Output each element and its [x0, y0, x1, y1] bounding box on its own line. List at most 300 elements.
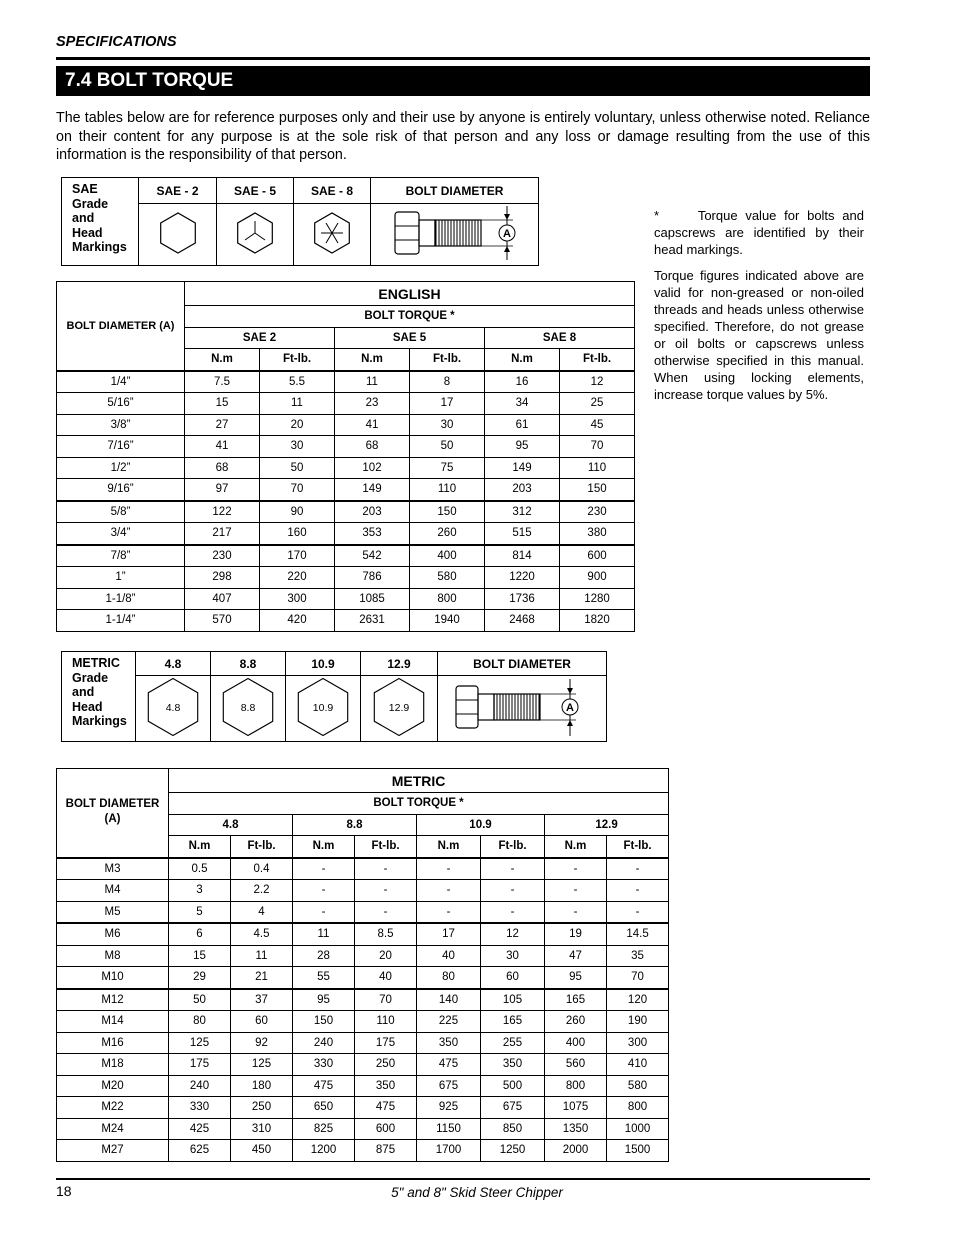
sae-legend-line: SAE [72, 182, 98, 196]
torque-value-cell: 217 [185, 523, 260, 545]
torque-value-cell: 814 [485, 545, 560, 567]
torque-value-cell: 300 [260, 588, 335, 610]
torque-value-cell: 1085 [335, 588, 410, 610]
torque-value-cell: 25 [560, 393, 635, 415]
metric-8-8-head-icon [211, 676, 286, 742]
unit-header: Ft-lb. [410, 349, 485, 371]
torque-value-cell: 298 [185, 567, 260, 589]
unit-header: N.m [185, 349, 260, 371]
torque-value-cell: 2631 [335, 610, 410, 632]
torque-value-cell: - [417, 858, 481, 880]
table-row [57, 967, 669, 989]
english-system-header: ENGLISH [185, 282, 635, 306]
grade-header: 4.8 [169, 814, 293, 836]
torque-value-cell: 1940 [410, 610, 485, 632]
head-mark-text: 4.8 [165, 702, 181, 714]
torque-value-cell: - [293, 858, 355, 880]
torque-value-cell: 1350 [545, 1118, 607, 1140]
torque-value-cell: 1000 [607, 1118, 669, 1140]
bolt-size-cell: 3/8” [57, 414, 185, 436]
torque-value-cell: 350 [481, 1054, 545, 1076]
torque-value-cell: 29 [169, 967, 231, 989]
star-note-mark: * [654, 208, 660, 223]
metric-torque-table [56, 768, 669, 1162]
bolt-size-cell: M6 [57, 923, 169, 945]
star-note-text: Torque value for bolts and capscrews are identified by their head markings. [654, 208, 864, 257]
torque-value-cell: 149 [335, 479, 410, 501]
torque-value-cell: 15 [169, 945, 231, 967]
torque-value-cell: 122 [185, 501, 260, 523]
torque-value-cell: 70 [260, 479, 335, 501]
bolt-size-cell: 7/16” [57, 436, 185, 458]
table-row [57, 393, 635, 415]
sae-legend-line: Markings [72, 240, 127, 254]
grade-header: SAE 2 [185, 327, 335, 349]
bolt-diameter-label: BOLT DIAMETER [371, 178, 539, 204]
torque-value-cell: 105 [481, 989, 545, 1011]
table-row [57, 989, 669, 1011]
torque-note: Torque figures indicated above are valid for non-greased or non-oiled threads and heads unless otherwise specified. Therefore, do not grease or oil bolts or capscrews unless otherwise specified in this manual. When using locking elements, increase torque values by 5%. [654, 268, 864, 402]
torque-value-cell: 400 [545, 1032, 607, 1054]
table-row [57, 436, 635, 458]
torque-value-cell: 11 [335, 371, 410, 393]
unit-header: N.m [545, 836, 607, 858]
metric-legend-line: Markings [72, 714, 127, 728]
table-row [57, 923, 669, 945]
torque-value-cell: 1500 [607, 1140, 669, 1162]
torque-value-cell: 17 [417, 923, 481, 945]
metric-grade-label: 4.8 [136, 652, 211, 676]
intro-paragraph: The tables below are for reference purposes only and their use by anyone is entirely voluntary, unless otherwise noted. Reliance on their content for any purpose is at the sole risk of that person and any loss or damage resulting from the use of this information is the responsibility of that person. [56, 110, 870, 163]
torque-value-cell: 2468 [485, 610, 560, 632]
torque-value-cell: 5 [169, 901, 231, 923]
torque-value-cell: 875 [355, 1140, 417, 1162]
torque-value-cell: 230 [185, 545, 260, 567]
table-row [57, 523, 635, 545]
table-row [57, 1075, 669, 1097]
torque-value-cell: 165 [545, 989, 607, 1011]
grade-header: SAE 5 [335, 327, 485, 349]
torque-value-cell: 97 [185, 479, 260, 501]
torque-value-cell: 60 [231, 1011, 293, 1033]
torque-value-cell: 61 [485, 414, 560, 436]
metric-4-8-head-icon [136, 676, 211, 742]
bolt-size-cell: 3/4” [57, 523, 185, 545]
table-row [57, 610, 635, 632]
torque-value-cell: 330 [293, 1054, 355, 1076]
torque-value-cell: 50 [169, 989, 231, 1011]
table-row [57, 414, 635, 436]
bolt-size-cell: 5/8” [57, 501, 185, 523]
torque-value-cell: 825 [293, 1118, 355, 1140]
bolt-size-cell: M20 [57, 1075, 169, 1097]
torque-value-cell: 70 [355, 989, 417, 1011]
torque-value-cell: - [545, 901, 607, 923]
torque-value-cell: 95 [485, 436, 560, 458]
grade-header: SAE 8 [485, 327, 635, 349]
table-row [57, 371, 635, 393]
torque-value-cell: 165 [481, 1011, 545, 1033]
torque-value-cell: - [607, 901, 669, 923]
torque-value-cell: 190 [607, 1011, 669, 1033]
torque-value-cell: - [355, 858, 417, 880]
torque-value-cell: 1150 [417, 1118, 481, 1140]
torque-value-cell: - [417, 880, 481, 902]
torque-value-cell: 23 [335, 393, 410, 415]
table-row [57, 1118, 669, 1140]
torque-value-cell: 30 [410, 414, 485, 436]
torque-value-cell: 300 [607, 1032, 669, 1054]
torque-value-cell: 7.5 [185, 371, 260, 393]
torque-value-cell: 0.4 [231, 858, 293, 880]
footer-rule [56, 1178, 870, 1180]
torque-value-cell: 450 [231, 1140, 293, 1162]
torque-value-cell: 68 [185, 457, 260, 479]
sae5-head-icon [217, 204, 294, 266]
torque-value-cell: 600 [355, 1118, 417, 1140]
torque-value-cell: 75 [410, 457, 485, 479]
torque-value-cell: 50 [410, 436, 485, 458]
torque-value-cell: 800 [545, 1075, 607, 1097]
torque-value-cell: 16 [485, 371, 560, 393]
torque-value-cell: 625 [169, 1140, 231, 1162]
torque-value-cell: 675 [481, 1097, 545, 1119]
torque-value-cell: 140 [417, 989, 481, 1011]
torque-value-cell: 20 [260, 414, 335, 436]
bolt-size-cell: M10 [57, 967, 169, 989]
torque-value-cell: 70 [607, 967, 669, 989]
bolt-size-cell: 1-1/8” [57, 588, 185, 610]
torque-value-cell: - [293, 901, 355, 923]
torque-value-cell: 50 [260, 457, 335, 479]
unit-header: N.m [169, 836, 231, 858]
unit-header: N.m [485, 349, 560, 371]
table-row [57, 457, 635, 479]
torque-value-cell: 0.5 [169, 858, 231, 880]
header-rule [56, 57, 870, 60]
torque-value-cell: 28 [293, 945, 355, 967]
table-row [57, 880, 669, 902]
torque-value-cell: 47 [545, 945, 607, 967]
torque-value-cell: 11 [231, 945, 293, 967]
torque-value-cell: 110 [410, 479, 485, 501]
metric-10-9-head-icon [286, 676, 361, 742]
torque-value-cell: 425 [169, 1118, 231, 1140]
page-number: 18 [56, 1183, 72, 1199]
bolt-diameter-header: BOLT DIAMETER (A) [57, 769, 169, 858]
table-row [57, 501, 635, 523]
torque-value-cell: 45 [560, 414, 635, 436]
torque-value-cell: 240 [293, 1032, 355, 1054]
grade-header: 8.8 [293, 814, 417, 836]
unit-header: N.m [417, 836, 481, 858]
torque-value-cell: 230 [560, 501, 635, 523]
bolt-size-cell: 1/2” [57, 457, 185, 479]
torque-value-cell: 2.2 [231, 880, 293, 902]
torque-value-cell: 11 [260, 393, 335, 415]
torque-value-cell: 90 [260, 501, 335, 523]
torque-value-cell: 570 [185, 610, 260, 632]
torque-value-cell: 55 [293, 967, 355, 989]
torque-value-cell: 353 [335, 523, 410, 545]
torque-value-cell: 475 [355, 1097, 417, 1119]
torque-value-cell: 95 [545, 967, 607, 989]
torque-value-cell: 410 [607, 1054, 669, 1076]
torque-value-cell: 310 [231, 1118, 293, 1140]
grade-header: 10.9 [417, 814, 545, 836]
torque-value-cell: 150 [293, 1011, 355, 1033]
torque-value-cell: - [545, 858, 607, 880]
bolt-size-cell: 7/8” [57, 545, 185, 567]
torque-value-cell: 250 [231, 1097, 293, 1119]
torque-value-cell: 1200 [293, 1140, 355, 1162]
table-row [57, 858, 669, 880]
bolt-size-cell: 9/16” [57, 479, 185, 501]
torque-value-cell: 70 [560, 436, 635, 458]
torque-value-cell: - [607, 858, 669, 880]
grade-header: 12.9 [545, 814, 669, 836]
torque-value-cell: 30 [481, 945, 545, 967]
torque-value-cell: 542 [335, 545, 410, 567]
torque-value-cell: 225 [417, 1011, 481, 1033]
torque-value-cell: - [481, 880, 545, 902]
torque-value-cell: 3 [169, 880, 231, 902]
torque-value-cell: 19 [545, 923, 607, 945]
metric-12-9-head-icon [361, 676, 438, 742]
torque-value-cell: 160 [260, 523, 335, 545]
table-row [57, 1032, 669, 1054]
bolt-size-cell: M27 [57, 1140, 169, 1162]
table-row [57, 1140, 669, 1162]
table-row [57, 945, 669, 967]
bolt-size-cell: M18 [57, 1054, 169, 1076]
unit-header: Ft-lb. [355, 836, 417, 858]
torque-value-cell: 2000 [545, 1140, 607, 1162]
bolt-diameter-icon [438, 676, 607, 742]
head-mark-text: 12.9 [388, 702, 410, 714]
torque-value-cell: 95 [293, 989, 355, 1011]
unit-header: Ft-lb. [231, 836, 293, 858]
torque-value-cell: 650 [293, 1097, 355, 1119]
torque-value-cell: - [355, 901, 417, 923]
torque-value-cell: 41 [335, 414, 410, 436]
torque-value-cell: 380 [560, 523, 635, 545]
torque-value-cell: 80 [169, 1011, 231, 1033]
torque-value-cell: 203 [335, 501, 410, 523]
torque-value-cell: 1820 [560, 610, 635, 632]
torque-value-cell: - [481, 858, 545, 880]
bolt-size-cell: M14 [57, 1011, 169, 1033]
sae-grade-label: SAE - 8 [294, 178, 371, 204]
unit-header: Ft-lb. [560, 349, 635, 371]
torque-value-cell: 21 [231, 967, 293, 989]
sae-grade-label: SAE - 2 [139, 178, 217, 204]
torque-value-cell: 1736 [485, 588, 560, 610]
torque-value-cell: 580 [607, 1075, 669, 1097]
torque-value-cell: 41 [185, 436, 260, 458]
sae-grade-label: SAE - 5 [217, 178, 294, 204]
sae-legend-line: and [72, 211, 95, 225]
unit-header: Ft-lb. [481, 836, 545, 858]
torque-value-cell: 580 [410, 567, 485, 589]
torque-value-cell: 27 [185, 414, 260, 436]
torque-value-cell: 600 [560, 545, 635, 567]
torque-value-cell: 35 [607, 945, 669, 967]
torque-value-cell: 40 [355, 967, 417, 989]
torque-value-cell: 1280 [560, 588, 635, 610]
torque-value-cell: 149 [485, 457, 560, 479]
metric-legend-line: METRIC [72, 656, 120, 670]
torque-value-cell: 1700 [417, 1140, 481, 1162]
bolt-size-cell: 5/16” [57, 393, 185, 415]
section-header: SPECIFICATIONS [56, 34, 177, 50]
unit-header: Ft-lb. [607, 836, 669, 858]
bolt-size-cell: M3 [57, 858, 169, 880]
star-note [654, 207, 864, 258]
torque-value-cell: 150 [410, 501, 485, 523]
bolt-size-cell: M12 [57, 989, 169, 1011]
unit-header: N.m [293, 836, 355, 858]
bolt-diameter-label: BOLT DIAMETER [438, 652, 607, 676]
torque-value-cell: 125 [169, 1032, 231, 1054]
torque-value-cell: 110 [560, 457, 635, 479]
torque-value-cell: 125 [231, 1054, 293, 1076]
torque-value-cell: 786 [335, 567, 410, 589]
bolt-size-cell: 1” [57, 567, 185, 589]
sae-legend-line: Grade [72, 196, 109, 211]
torque-value-cell: 260 [545, 1011, 607, 1033]
torque-value-cell: 675 [417, 1075, 481, 1097]
bolt-diameter-header: BOLT DIAMETER (A) [57, 282, 185, 371]
torque-value-cell: 312 [485, 501, 560, 523]
torque-value-cell: 330 [169, 1097, 231, 1119]
torque-value-cell: 1250 [481, 1140, 545, 1162]
torque-value-cell: - [545, 880, 607, 902]
torque-value-cell: 5.5 [260, 371, 335, 393]
metric-legend-line: Head [72, 699, 103, 714]
torque-value-cell: 500 [481, 1075, 545, 1097]
torque-value-cell: 102 [335, 457, 410, 479]
torque-value-cell: 30 [260, 436, 335, 458]
torque-value-cell: 4 [231, 901, 293, 923]
torque-value-cell: 68 [335, 436, 410, 458]
bolt-size-cell: 1/4” [57, 371, 185, 393]
footer-title: 5" and 8" Skid Steer Chipper [391, 1185, 563, 1200]
bolt-size-cell: 1-1/4” [57, 610, 185, 632]
torque-value-cell: 4.5 [231, 923, 293, 945]
torque-value-cell: 925 [417, 1097, 481, 1119]
dimension-a-label: A [566, 702, 574, 714]
table-row [57, 1011, 669, 1033]
torque-value-cell: - [293, 880, 355, 902]
torque-value-cell: 150 [560, 479, 635, 501]
torque-value-cell: 400 [410, 545, 485, 567]
torque-value-cell: 560 [545, 1054, 607, 1076]
torque-value-cell: 260 [410, 523, 485, 545]
torque-value-cell: 1220 [485, 567, 560, 589]
metric-legend [62, 652, 136, 742]
sae-legend-line: Head [72, 225, 103, 240]
sae-head-markings-table [61, 177, 539, 266]
bolt-size-cell: M16 [57, 1032, 169, 1054]
dimension-a-label: A [502, 228, 511, 240]
torque-value-cell: 14.5 [607, 923, 669, 945]
torque-value-cell: 80 [417, 967, 481, 989]
bolt-size-cell: M4 [57, 880, 169, 902]
torque-value-cell: 250 [355, 1054, 417, 1076]
torque-value-cell: 8.5 [355, 923, 417, 945]
bolt-diameter-icon [371, 204, 539, 266]
torque-value-cell: 800 [607, 1097, 669, 1119]
torque-value-cell: 120 [607, 989, 669, 1011]
table-row [57, 1054, 669, 1076]
torque-value-cell: 11 [293, 923, 355, 945]
torque-value-cell: 8 [410, 371, 485, 393]
bolt-size-cell: M8 [57, 945, 169, 967]
metric-legend-line: and [72, 685, 95, 699]
torque-value-cell: - [481, 901, 545, 923]
english-torque-table [56, 281, 635, 632]
unit-header: N.m [335, 349, 410, 371]
torque-value-cell: 40 [417, 945, 481, 967]
table-row [57, 588, 635, 610]
torque-value-cell: 420 [260, 610, 335, 632]
torque-value-cell: 6 [169, 923, 231, 945]
torque-value-cell: 350 [355, 1075, 417, 1097]
torque-value-cell: 900 [560, 567, 635, 589]
torque-value-cell: 407 [185, 588, 260, 610]
torque-value-cell: 37 [231, 989, 293, 1011]
metric-head-markings-table [61, 651, 607, 742]
table-row [57, 901, 669, 923]
table-row [57, 545, 635, 567]
bolt-size-cell: M24 [57, 1118, 169, 1140]
torque-value-cell: 20 [355, 945, 417, 967]
torque-value-cell: 850 [481, 1118, 545, 1140]
torque-value-cell: 12 [481, 923, 545, 945]
torque-value-cell: 515 [485, 523, 560, 545]
torque-value-cell: 34 [485, 393, 560, 415]
torque-value-cell: 203 [485, 479, 560, 501]
bolt-size-cell: M5 [57, 901, 169, 923]
head-mark-text: 10.9 [312, 702, 334, 714]
metric-grade-label: 8.8 [211, 652, 286, 676]
torque-value-cell: 17 [410, 393, 485, 415]
torque-value-cell: 175 [355, 1032, 417, 1054]
section-title: 7.4 BOLT TORQUE [56, 66, 870, 96]
head-mark-text: 8.8 [240, 702, 256, 714]
unit-header: Ft-lb. [260, 349, 335, 371]
torque-value-cell: - [607, 880, 669, 902]
bolt-size-cell: M22 [57, 1097, 169, 1119]
torque-value-cell: 800 [410, 588, 485, 610]
torque-value-cell: 170 [260, 545, 335, 567]
torque-value-cell: 15 [185, 393, 260, 415]
table-row [57, 1097, 669, 1119]
torque-value-cell: 92 [231, 1032, 293, 1054]
torque-value-cell: 110 [355, 1011, 417, 1033]
table-row [57, 567, 635, 589]
torque-value-cell: 255 [481, 1032, 545, 1054]
sae2-head-icon [139, 204, 217, 266]
bolt-torque-header: BOLT TORQUE * [185, 306, 635, 328]
torque-value-cell: 175 [169, 1054, 231, 1076]
torque-value-cell: 475 [293, 1075, 355, 1097]
metric-grade-label: 12.9 [361, 652, 438, 676]
torque-value-cell: - [355, 880, 417, 902]
torque-value-cell: 180 [231, 1075, 293, 1097]
torque-value-cell: 12 [560, 371, 635, 393]
